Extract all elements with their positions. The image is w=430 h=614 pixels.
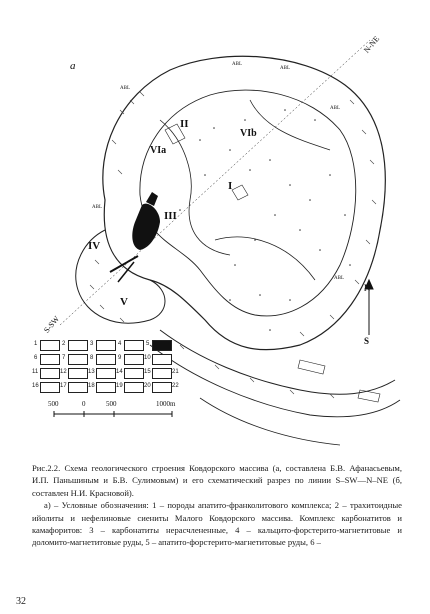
zone-label-3: III bbox=[164, 210, 177, 222]
legend-swatch-7 bbox=[68, 354, 88, 365]
legend-swatch-15 bbox=[152, 368, 172, 379]
legend-swatch-18 bbox=[96, 382, 116, 393]
scale-bar bbox=[48, 400, 182, 420]
rock-code: ABL bbox=[120, 86, 130, 91]
legend-number: 11 bbox=[32, 369, 39, 375]
zone-label-6a: VIa bbox=[150, 145, 167, 156]
legend-number: 19 bbox=[116, 383, 123, 389]
direction-label-south: S bbox=[364, 336, 370, 346]
zone-label-4: IV bbox=[88, 240, 101, 252]
legend-number: 7 bbox=[62, 355, 66, 361]
legend-swatch-10 bbox=[152, 354, 172, 365]
scale-tick-label: 1000m bbox=[156, 400, 176, 408]
legend-swatch-3 bbox=[96, 340, 116, 351]
legend-number: 17 bbox=[60, 383, 67, 389]
direction-label-sw: S-SW bbox=[41, 314, 62, 335]
ore-body bbox=[132, 204, 160, 250]
legend-swatch-14 bbox=[124, 368, 144, 379]
zone-label-1: I bbox=[228, 180, 233, 192]
zone-label-5: V bbox=[120, 296, 128, 308]
legend-number: 12 bbox=[60, 369, 67, 375]
legend-swatch-9 bbox=[124, 354, 144, 365]
rock-code: ABL bbox=[280, 66, 290, 71]
ore-body bbox=[146, 192, 158, 206]
contact-line bbox=[215, 237, 315, 280]
direction-label-ne: N-NE bbox=[361, 34, 382, 55]
legend-number: 22 bbox=[172, 383, 179, 389]
legend-swatch-16 bbox=[40, 382, 60, 393]
legend-number: 16 bbox=[32, 383, 39, 389]
panel-label: a bbox=[70, 60, 76, 72]
figure-caption bbox=[32, 462, 402, 549]
scale-tick-label: 0 bbox=[82, 400, 86, 408]
legend-swatch-11 bbox=[40, 368, 60, 379]
legend-number: 9 bbox=[118, 355, 122, 361]
legend-number: 1 bbox=[34, 341, 38, 347]
southern-belt bbox=[150, 345, 400, 417]
caption-title: Рис.2.2. Схема геологического строения Ковдорского массива (а, составлена Б.В. Афанасьевым, И.П. Паньшиным и Б.В. Сулимовым) и его схематический разрез по линии S–SW—N–NE (б, составлен Н.И. Красновой). bbox=[32, 463, 402, 498]
fault-arrow bbox=[110, 256, 138, 272]
rock-code: ABL bbox=[92, 205, 102, 210]
legend-swatch-2 bbox=[68, 340, 88, 351]
legend-number: 13 bbox=[88, 369, 95, 375]
rock-code: ABL bbox=[330, 106, 340, 111]
texture-hatch bbox=[165, 124, 380, 402]
legend-number: 14 bbox=[116, 369, 123, 375]
map-legend bbox=[32, 340, 182, 396]
southern-belt bbox=[160, 330, 395, 394]
page-number: 32 bbox=[16, 596, 26, 607]
legend-number: 15 bbox=[144, 369, 151, 375]
rock-code: ABL bbox=[232, 62, 242, 67]
legend-number: 5 bbox=[146, 341, 150, 347]
legend-number: 21 bbox=[172, 369, 179, 375]
legend-swatch-20 bbox=[152, 382, 172, 393]
zone-label-6b: VIb bbox=[240, 128, 257, 139]
legend-swatch-5 bbox=[152, 340, 172, 351]
rock-code: ABL bbox=[334, 276, 344, 281]
legend-number: 3 bbox=[90, 341, 94, 347]
zone-label-2: II bbox=[180, 118, 189, 130]
legend-swatch-6 bbox=[40, 354, 60, 365]
legend-swatch-8 bbox=[96, 354, 116, 365]
scale-tick-label: 500 bbox=[48, 400, 59, 408]
caption-legend-text: а) – Условные обозначения: 1 – породы апатито-франколитового комплекса; 2 – трахитоидные ийолиты и нефелиновые сиениты Малого Ковдорского массива. Комплекс карбонатитов и камафоритов: 3 – карбонатиты нерасчлененные, 4 – кальцито-форстерито-магнетитовые и доломито-магнетитовые руды, 5 – апатито-форстерито-магнетитовые руды, 6 – bbox=[32, 500, 402, 548]
massif-outer-boundary bbox=[103, 56, 385, 349]
texture-dots bbox=[179, 109, 351, 331]
legend-number: 8 bbox=[90, 355, 94, 361]
legend-swatch-12 bbox=[68, 368, 88, 379]
contact-line bbox=[250, 100, 330, 150]
legend-number: 2 bbox=[62, 341, 66, 347]
legend-number: 18 bbox=[88, 383, 95, 389]
legend-swatch-4 bbox=[124, 340, 144, 351]
legend-number: 10 bbox=[144, 355, 151, 361]
legend-swatch-19 bbox=[124, 382, 144, 393]
massif-inner-boundary bbox=[140, 90, 356, 316]
scale-tick-label: 500 bbox=[106, 400, 117, 408]
direction-label-north: N bbox=[364, 283, 371, 293]
section-line bbox=[60, 40, 370, 325]
legend-swatch-17 bbox=[68, 382, 88, 393]
legend-number: 20 bbox=[144, 383, 151, 389]
contact-line bbox=[160, 120, 233, 255]
legend-number: 6 bbox=[34, 355, 38, 361]
legend-swatch-1 bbox=[40, 340, 60, 351]
legend-number: 4 bbox=[118, 341, 122, 347]
legend-swatch-13 bbox=[96, 368, 116, 379]
